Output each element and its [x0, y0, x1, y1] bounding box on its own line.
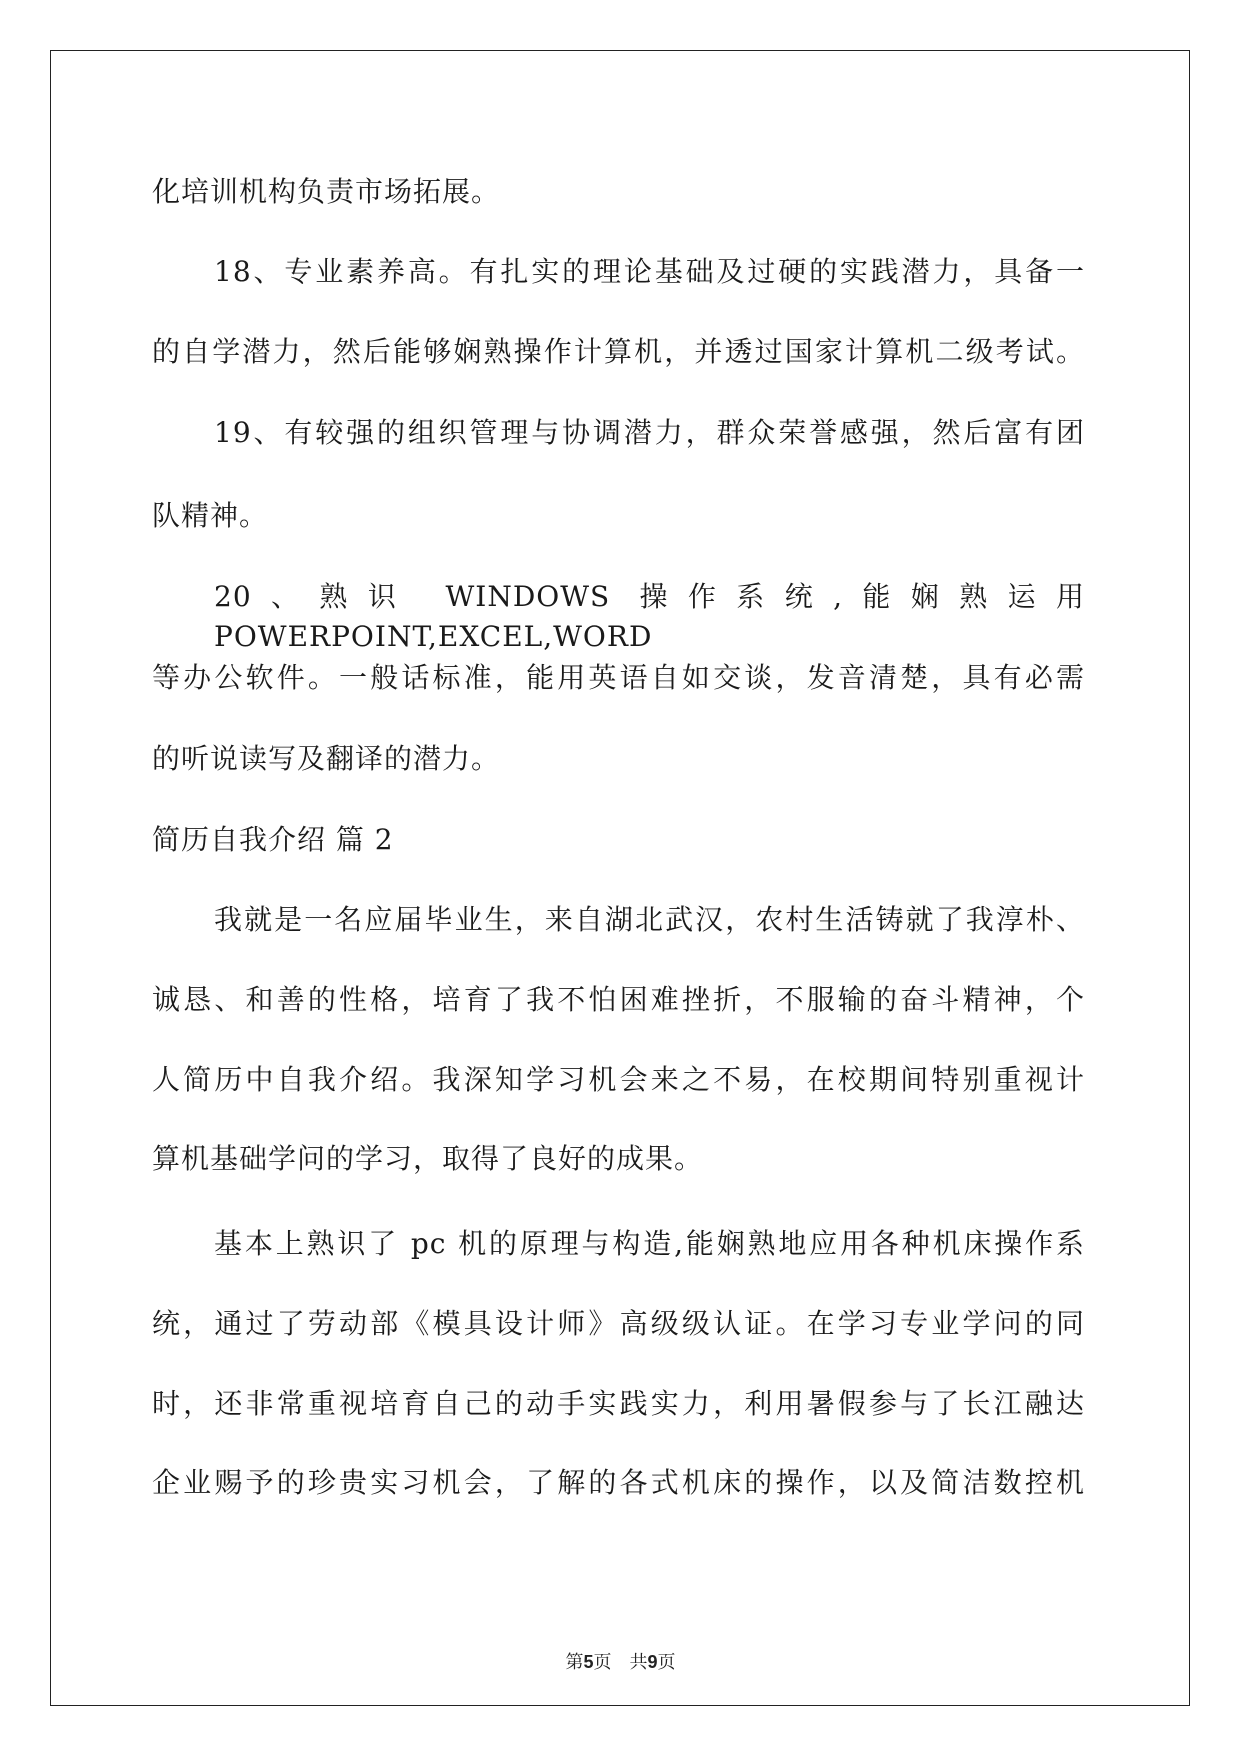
text-line: 18、专业素养高。有扎实的理论基础及过硬的实践潜力，具备一 — [214, 255, 1085, 288]
text-line: 我就是一名应届毕业生，来自湖北武汉，农村生活铸就了我淳朴、 — [214, 903, 1085, 936]
text-line: 算机基础学问的学习，取得了良好的成果。 — [152, 1142, 704, 1175]
text-line: 诚恳、和善的性格，培育了我不怕困难挫折，不服输的奋斗精神，个 — [152, 983, 1085, 1016]
page-number: 5 — [583, 1652, 594, 1672]
text-line: 的自学潜力，然后能够娴熟操作计算机，并透过国家计算机二级考试。 — [152, 335, 1085, 368]
total-pages: 9 — [647, 1652, 658, 1672]
text-line: 20、熟识 WINDOWS 操作系统,能娴熟运用 POWERPOINT,EXCEL,WORD — [214, 580, 1085, 653]
total-suffix: 页 — [657, 1652, 676, 1672]
text-line: 等办公软件。一般话标准，能用英语自如交谈，发音清楚，具有必需 — [152, 661, 1085, 694]
text-line: 人简历中自我介绍。我深知学习机会来之不易，在校期间特别重视计 — [152, 1063, 1085, 1096]
text-line: 的听说读写及翻译的潜力。 — [152, 742, 501, 775]
page-border — [50, 50, 1190, 1706]
text-line: 基本上熟识了 pc 机的原理与构造,能娴熟地应用各种机床操作系 — [214, 1227, 1085, 1260]
text-line: 队精神。 — [152, 499, 269, 532]
page-footer — [0, 1648, 1241, 1674]
text-line: 化培训机构负责市场拓展。 — [152, 175, 501, 208]
page-suffix: 页 — [593, 1652, 612, 1672]
page-prefix: 第 — [565, 1652, 584, 1672]
text-line: 企业赐予的珍贵实习机会，了解的各式机床的操作，以及简洁数控机 — [152, 1466, 1085, 1499]
text-line: 时，还非常重视培育自己的动手实践实力，利用暑假参与了长江融达 — [152, 1387, 1085, 1420]
section-heading: 简历自我介绍 篇 2 — [152, 823, 394, 856]
text-line: 统，通过了劳动部《模具设计师》高级级认证。在学习专业学问的同 — [152, 1307, 1085, 1340]
text-line: 19、有较强的组织管理与协调潜力，群众荣誉感强，然后富有团 — [214, 416, 1085, 449]
total-prefix: 共 — [629, 1652, 648, 1672]
